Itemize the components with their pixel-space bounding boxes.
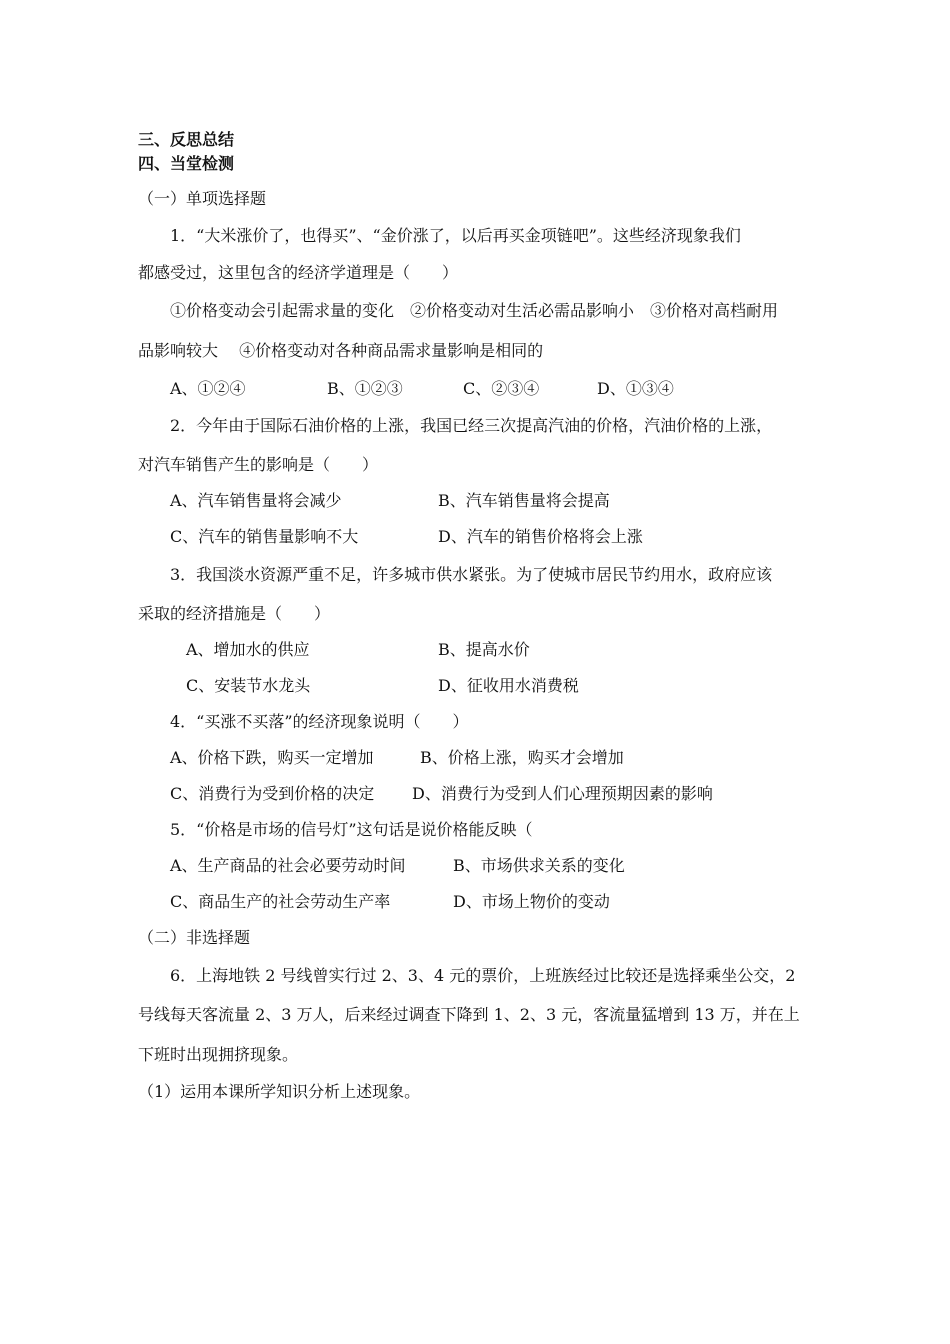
question-4-option-a: A、价格下跌，购买一定增加: [170, 748, 374, 767]
question-5-option-d: D、市场上物价的变动: [453, 892, 610, 911]
question-3-line-2: 采取的经济措施是（ ）: [138, 604, 331, 623]
question-5-option-a: A、生产商品的社会必要劳动时间: [170, 856, 406, 875]
question-6-line-1: 6．上海地铁 2 号线曾实行过 2、3、4 元的票价，上班族经过比较还是选择乘坐公交，2: [170, 966, 796, 985]
question-5-line-1: 5．“价格是市场的信号灯”这句话是说价格能反映（: [170, 820, 533, 839]
question-1-line-1: 1．“大米涨价了，也得买”、“金价涨了，以后再买金项链吧”。这些经济现象我们: [170, 226, 741, 245]
question-2-option-c: C、汽车的销售量影响不大: [170, 527, 359, 546]
question-2-line-2: 对汽车销售产生的影响是（ ）: [138, 455, 379, 474]
question-1-statements-line-1: ①价格变动会引起需求量的变化 ②价格变动对生活必需品影响小 ③价格对高档耐用: [170, 301, 779, 320]
question-4-line-1: 4．“买涨不买落”的经济现象说明（ ）: [170, 712, 469, 731]
part-title-non-choice: （二）非选择题: [138, 928, 251, 947]
question-2-option-a: A、汽车销售量将会减少: [170, 491, 342, 510]
question-6-sub-1: （1）运用本课所学知识分析上述现象。: [138, 1082, 421, 1101]
question-1-option-a: A、①②④: [170, 379, 246, 398]
question-6-line-3: 下班时出现拥挤现象。: [138, 1045, 299, 1064]
question-2-line-1: 2．今年由于国际石油价格的上涨，我国已经三次提高汽油的价格，汽油价格的上涨，: [170, 416, 773, 435]
question-1-option-b: B、①②③: [327, 379, 403, 398]
section-heading-reflection: 三、反思总结: [138, 130, 235, 149]
question-4-option-c: C、消费行为受到价格的决定: [170, 784, 375, 803]
question-1-line-2: 都感受过，这里包含的经济学道理是（ ）: [138, 263, 459, 282]
part-title-single-choice: （一）单项选择题: [138, 189, 267, 208]
question-1-option-d: D、①③④: [597, 379, 674, 398]
question-3-option-d: D、征收用水消费税: [438, 676, 579, 695]
question-3-option-c: C、安装节水龙头: [186, 676, 311, 695]
question-3-option-b: B、提高水价: [438, 640, 530, 659]
question-4-option-b: B、价格上涨，购买才会增加: [420, 748, 624, 767]
section-heading-test: 四、当堂检测: [138, 154, 235, 173]
question-1-statements-line-2: 品影响较大 ④价格变动对各种商品需求量影响是相同的: [138, 341, 544, 360]
question-5-option-c: C、商品生产的社会劳动生产率: [170, 892, 391, 911]
question-5-option-b: B、市场供求关系的变化: [453, 856, 625, 875]
question-6-line-2: 号线每天客流量 2、3 万人，后来经过调查下降到 1、2、3 元，客流量猛增到 13 万，并在上: [138, 1005, 800, 1024]
question-1-option-c: C、②③④: [463, 379, 540, 398]
question-2-option-b: B、汽车销售量将会提高: [438, 491, 610, 510]
question-3-option-a: A、增加水的供应: [186, 640, 310, 659]
question-2-option-d: D、汽车的销售价格将会上涨: [438, 527, 643, 546]
question-3-line-1: 3．我国淡水资源严重不足，许多城市供水紧张。为了使城市居民节约用水，政府应该: [170, 565, 773, 584]
question-4-option-d: D、消费行为受到人们心理预期因素的影响: [412, 784, 713, 803]
